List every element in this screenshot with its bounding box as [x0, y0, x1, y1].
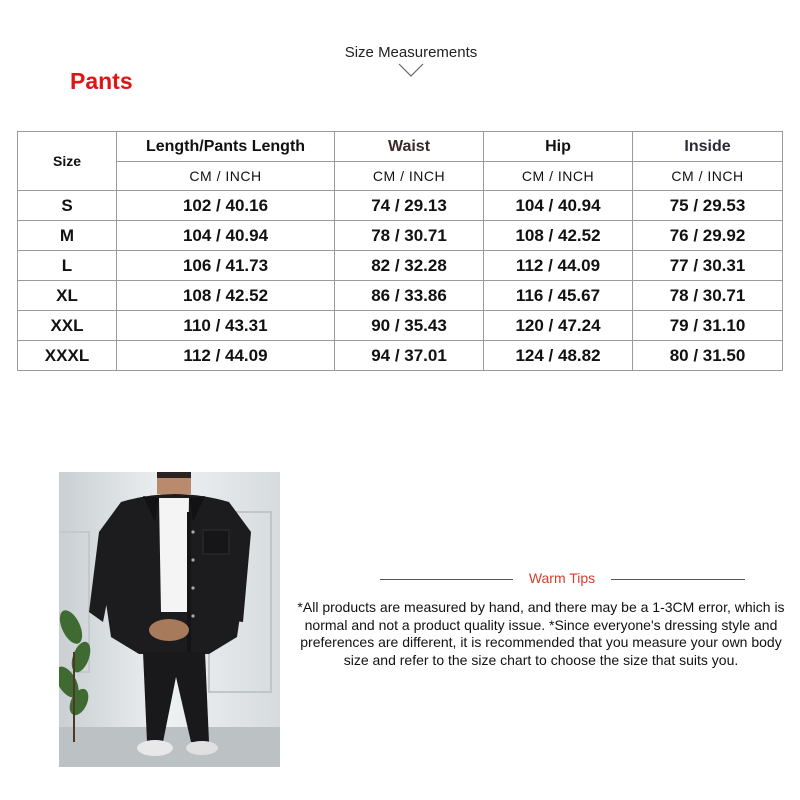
table-cell: 104 / 40.94: [117, 221, 335, 251]
table-cell: 77 / 30.31: [633, 251, 783, 281]
header-title: Size Measurements: [344, 44, 478, 61]
column-header-inside: Inside: [633, 132, 783, 162]
table-cell: 116 / 45.67: [484, 281, 633, 311]
column-header-hip: Hip: [484, 132, 633, 162]
table-cell: 102 / 40.16: [117, 191, 335, 221]
size-table: [17, 131, 783, 371]
unit-label: CM / INCH: [484, 162, 633, 191]
table-row: [18, 191, 783, 221]
size-cell: M: [18, 221, 117, 251]
table-cell: 78 / 30.71: [633, 281, 783, 311]
table-cell: 108 / 42.52: [117, 281, 335, 311]
table-cell: 76 / 29.92: [633, 221, 783, 251]
table-cell: 90 / 35.43: [335, 311, 484, 341]
size-header: Size: [18, 132, 117, 191]
table-cell: 78 / 30.71: [335, 221, 484, 251]
table-cell: 94 / 37.01: [335, 341, 484, 371]
size-cell: XL: [18, 281, 117, 311]
unit-label: CM / INCH: [117, 162, 335, 191]
size-cell: XXL: [18, 311, 117, 341]
table-row: [18, 281, 783, 311]
header-row: [18, 132, 783, 162]
size-cell: L: [18, 251, 117, 281]
section-title: Pants: [70, 68, 133, 94]
tips-text: *All products are measured by hand, and there may be a 1-3CM error, which is normal and not a product quality issue. *Since everyone's dressing style and preferences are different, it is recommended that you measure your own body size and refer to the size chart to choose the size that suits you.: [297, 599, 785, 668]
table-cell: 104 / 40.94: [484, 191, 633, 221]
size-cell: S: [18, 191, 117, 221]
tips-divider-left: [380, 579, 513, 580]
table-cell: 124 / 48.82: [484, 341, 633, 371]
table-cell: 120 / 47.24: [484, 311, 633, 341]
model-illustration: [59, 472, 280, 767]
tips-divider-right: [611, 579, 745, 580]
table-cell: 80 / 31.50: [633, 341, 783, 371]
table-cell: 110 / 43.31: [117, 311, 335, 341]
unit-row: [18, 162, 783, 191]
table-row: [18, 221, 783, 251]
table-row: [18, 311, 783, 341]
table-cell: 86 / 33.86: [335, 281, 484, 311]
unit-label: CM / INCH: [633, 162, 783, 191]
table-cell: 74 / 29.13: [335, 191, 484, 221]
table-row: [18, 341, 783, 371]
chevron-down-icon: [398, 62, 424, 78]
table-cell: 75 / 29.53: [633, 191, 783, 221]
column-header-waist: Waist: [335, 132, 484, 162]
table-cell: 82 / 32.28: [335, 251, 484, 281]
tips-title: Warm Tips: [528, 570, 596, 586]
unit-label: CM / INCH: [335, 162, 484, 191]
table-cell: 79 / 31.10: [633, 311, 783, 341]
size-cell: XXXL: [18, 341, 117, 371]
table-cell: 112 / 44.09: [484, 251, 633, 281]
column-header-length: Length/Pants Length: [117, 132, 335, 162]
product-photo: [59, 472, 280, 767]
table-row: [18, 251, 783, 281]
table-cell: 108 / 42.52: [484, 221, 633, 251]
table-cell: 112 / 44.09: [117, 341, 335, 371]
table-cell: 106 / 41.73: [117, 251, 335, 281]
